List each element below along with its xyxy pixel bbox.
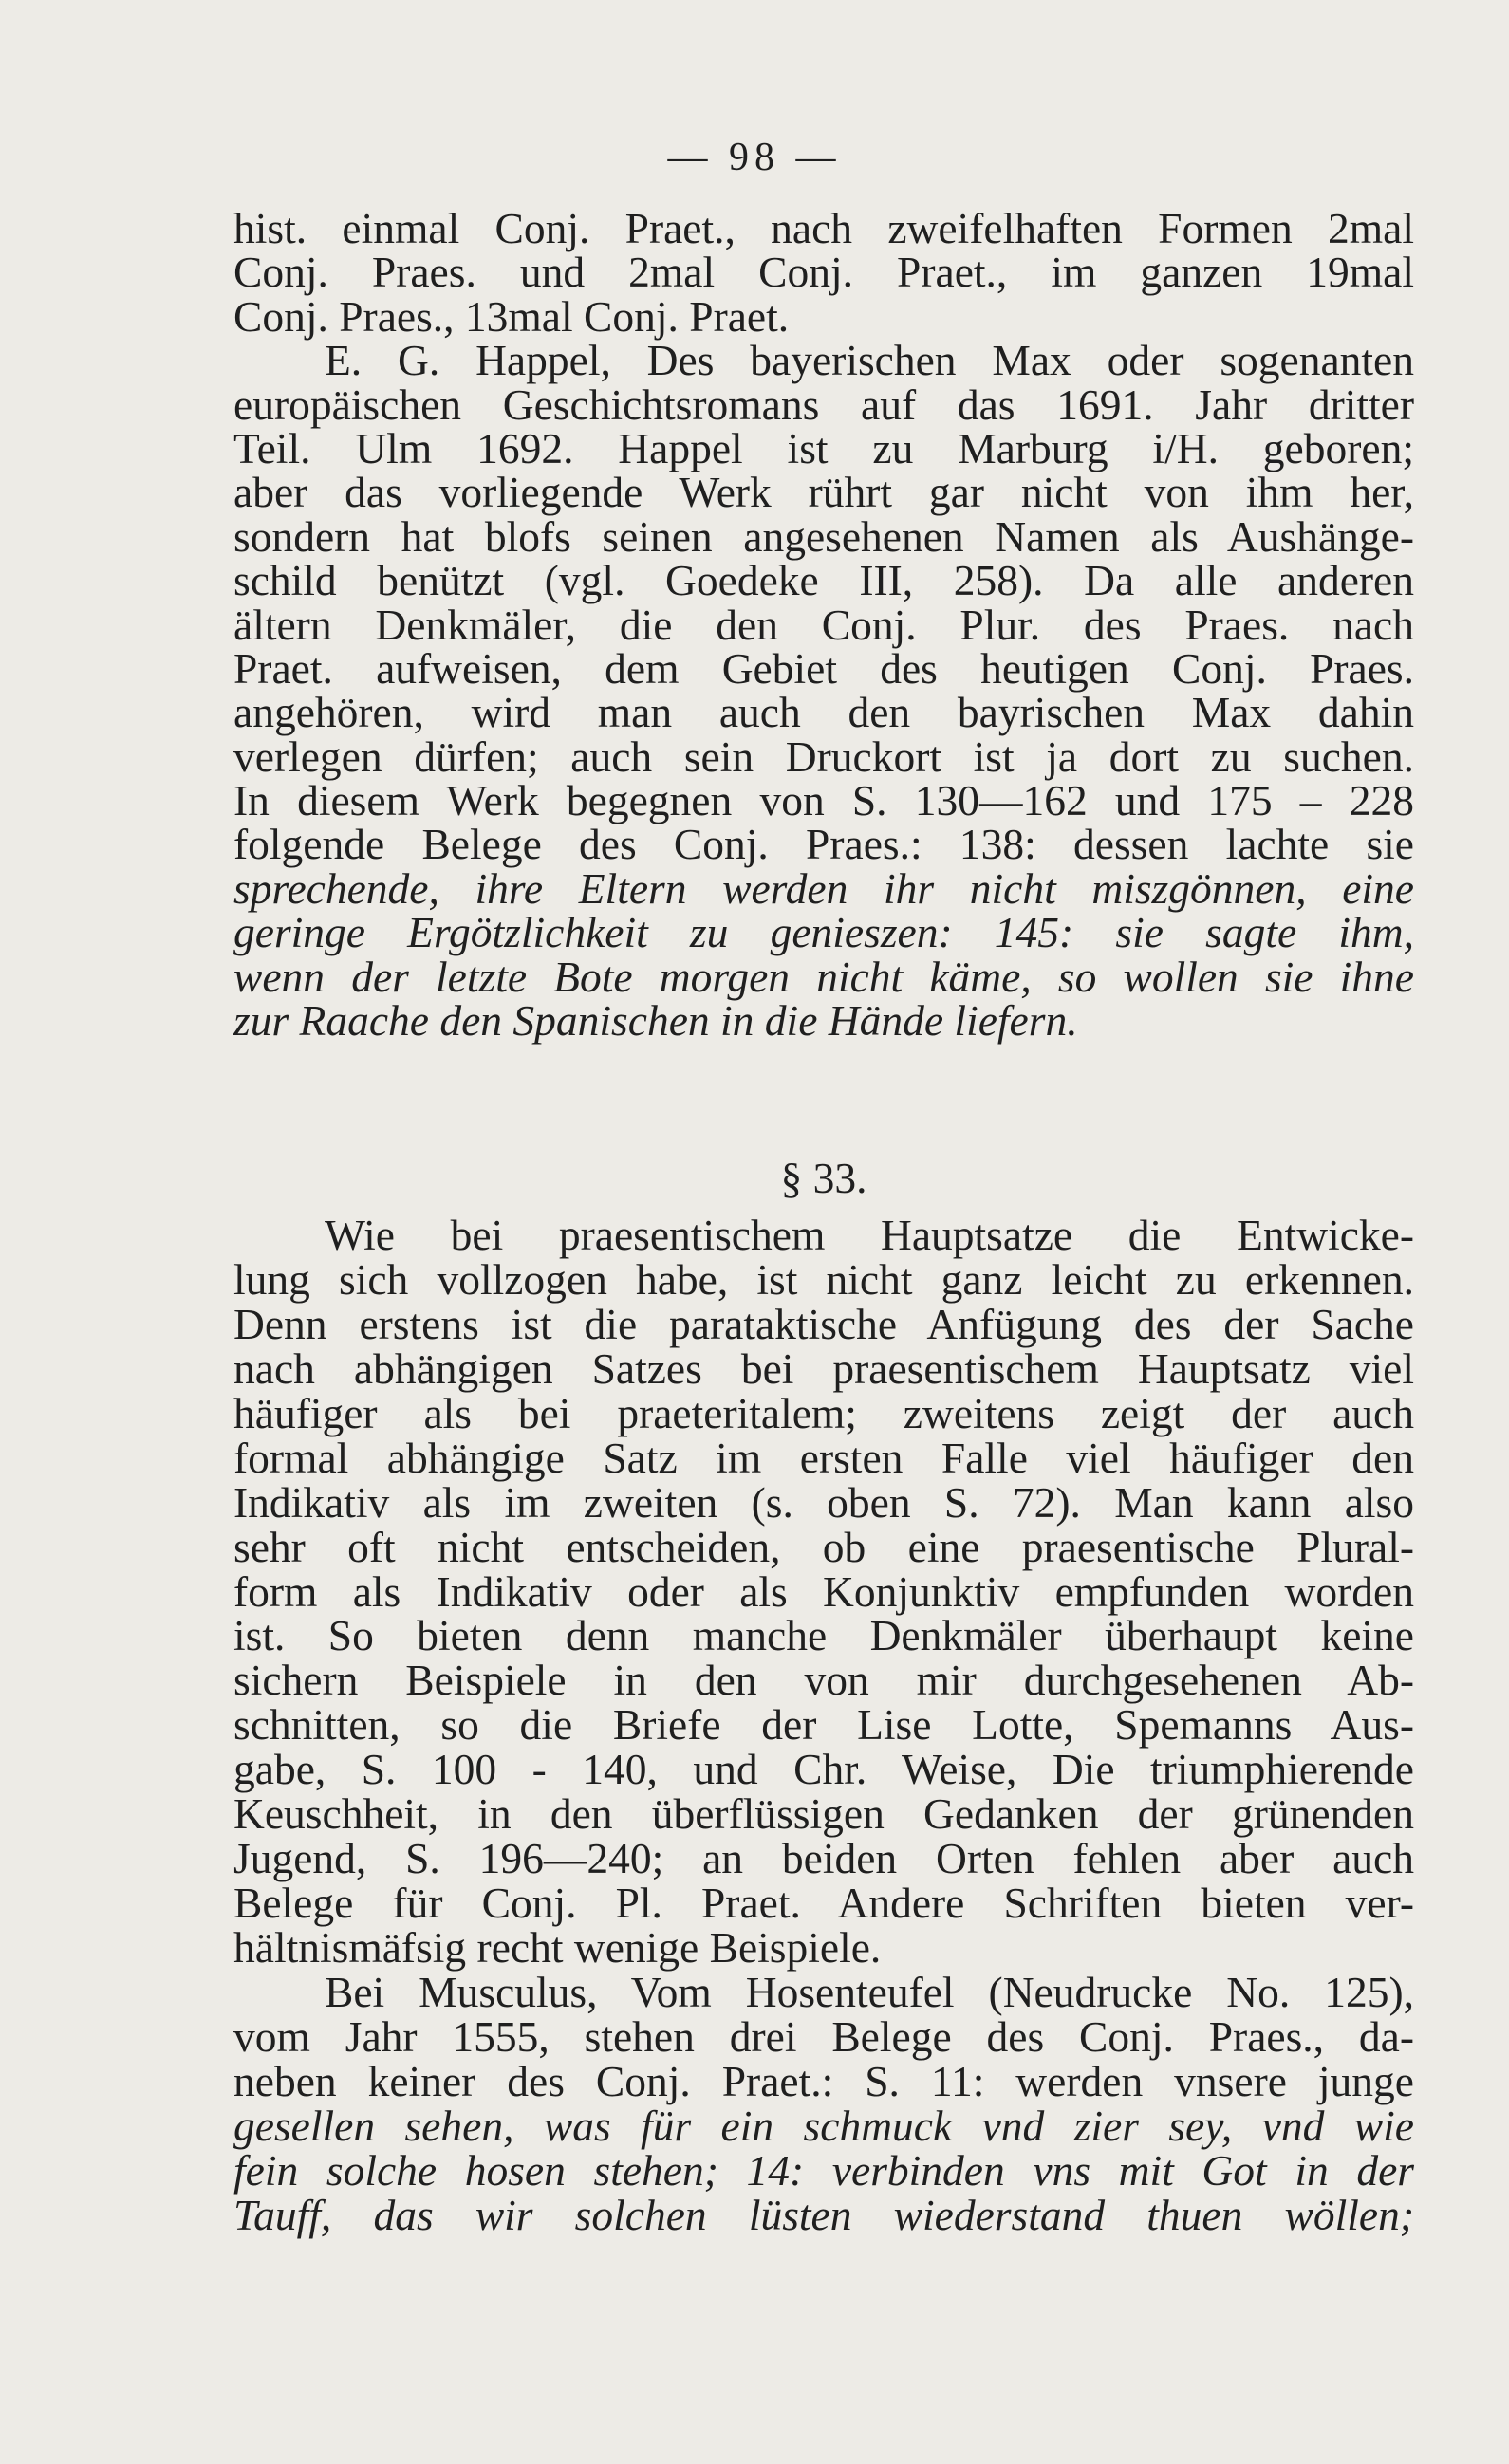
text-line: Denn erstens ist die parataktische Anfügung des der Sache xyxy=(233,1299,1414,1348)
text-line: angehören, wird man auch den bayrischen Max dahin xyxy=(233,688,1414,737)
text-line: hältnismäfsig recht wenige Beispiele. xyxy=(233,1923,882,1972)
text-line: In diesem Werk begegnen von S. 130—162 und 175 – 228 xyxy=(233,776,1414,825)
text-line: zur Raache den Spanischen in die Hände liefern. xyxy=(233,996,1078,1046)
text-line: häufiger als bei praeteritalem; zweitens zeigt der auch xyxy=(233,1388,1414,1437)
text-line: Keuschheit, in den überflüssigen Gedanken der grünenden xyxy=(233,1789,1414,1839)
text-line: schnitten, so die Briefe der Lise Lotte, Spemanns Aus- xyxy=(233,1700,1414,1750)
text-line: Praet. aufweisen, dem Gebiet des heutigen Conj. Praes. xyxy=(233,643,1414,693)
text-line: Conj. Praes., 13mal Conj. Praet. xyxy=(233,291,790,341)
text-line: Bei Musculus, Vom Hosenteufel (Neudrucke No. 125), xyxy=(325,1967,1414,2016)
text-line: Jugend, S. 196—240; an beiden Orten fehlen aber auch xyxy=(233,1834,1414,1883)
text-line: wenn der letzte Bote morgen nicht käme, so wollen sie ihne xyxy=(233,952,1414,1001)
text-line: fein solche hosen stehen; 14: verbinden vns mit Got in der xyxy=(233,2145,1414,2195)
text-line: sprechende, ihre Eltern werden ihr nicht miszgönnen, eine xyxy=(233,863,1414,913)
text-line: Wie bei praesentischem Hauptsatze die Entwicke- xyxy=(325,1211,1414,1259)
text-line: vom Jahr 1555, stehen drei Belege des Conj. Praes., da- xyxy=(233,2011,1414,2061)
text-line: nach abhängigen Satzes bei praesentischem Hauptsatz viel xyxy=(233,1343,1414,1393)
text-line: geringe Ergötzlichkeit zu genieszen: 145: sie sagte ihm, xyxy=(233,908,1414,957)
section-heading: § 33. xyxy=(780,1154,867,1202)
text-line: sehr oft nicht entscheiden, ob eine praesentische Plural- xyxy=(233,1522,1414,1571)
text-line: Indikativ als im zweiten (s. oben S. 72). Man kann also xyxy=(233,1477,1414,1527)
text-line: hist. einmal Conj. Praet., nach zweifelhaften Formen 2mal xyxy=(233,204,1414,252)
text-line: schild benützt (vgl. Goedeke III, 258). Da alle anderen xyxy=(233,556,1414,605)
text-line: neben keiner des Conj. Praet.: S. 11: werden vnsere junge xyxy=(233,2056,1414,2105)
text-line: folgende Belege des Conj. Praes.: 138: dessen lachte sie xyxy=(233,820,1414,869)
text-line: Conj. Praes. und 2mal Conj. Praet., im ganzen 19mal xyxy=(233,248,1414,297)
text-line: ältern Denkmäler, die den Conj. Plur. des Praes. nach xyxy=(233,600,1414,649)
text-line: Tauff, das wir solchen lüsten wiederstand thuen wöllen; xyxy=(233,2190,1414,2239)
text-line: gesellen sehen, was für ein schmuck vnd zier sey, vnd wie xyxy=(233,2101,1414,2150)
text-line: aber das vorliegende Werk rührt gar nicht von ihm her, xyxy=(233,468,1414,517)
text-line: lung sich vollzogen habe, ist nicht ganz leicht zu erkennen. xyxy=(233,1254,1414,1304)
text-line: ist. So bieten denn manche Denkmäler überhaupt keine xyxy=(233,1611,1414,1660)
text-line: Teil. Ulm 1692. Happel ist zu Marburg i/H. geboren; xyxy=(233,423,1414,472)
text-line: verlegen dürfen; auch sein Druckort ist ja dort zu suchen. xyxy=(233,732,1414,781)
text-line: europäischen Geschichtsromans auf das 1691. Jahr dritter xyxy=(233,380,1414,429)
text-line: form als Indikativ oder als Konjunktiv empfunden worden xyxy=(233,1566,1414,1616)
text-line: sondern hat blofs seinen angesehenen Namen als Aushänge- xyxy=(233,511,1414,561)
page-number: — 98 — xyxy=(667,136,842,179)
text-line: gabe, S. 100 - 140, und Chr. Weise, Die triumphierende xyxy=(233,1745,1414,1794)
text-line: Belege für Conj. Pl. Praet. Andere Schriften bieten ver- xyxy=(233,1879,1414,1928)
paragraph-block-1 xyxy=(233,204,1414,1046)
text-line: E. G. Happel, Des bayerischen Max oder sogenanten xyxy=(325,336,1414,385)
text-line: formal abhängige Satz im ersten Falle viel häufiger den xyxy=(233,1433,1414,1482)
paragraph-block-2 xyxy=(233,1154,1414,2239)
text-line: sichern Beispiele in den von mir durchgesehenen Ab- xyxy=(233,1656,1414,1705)
